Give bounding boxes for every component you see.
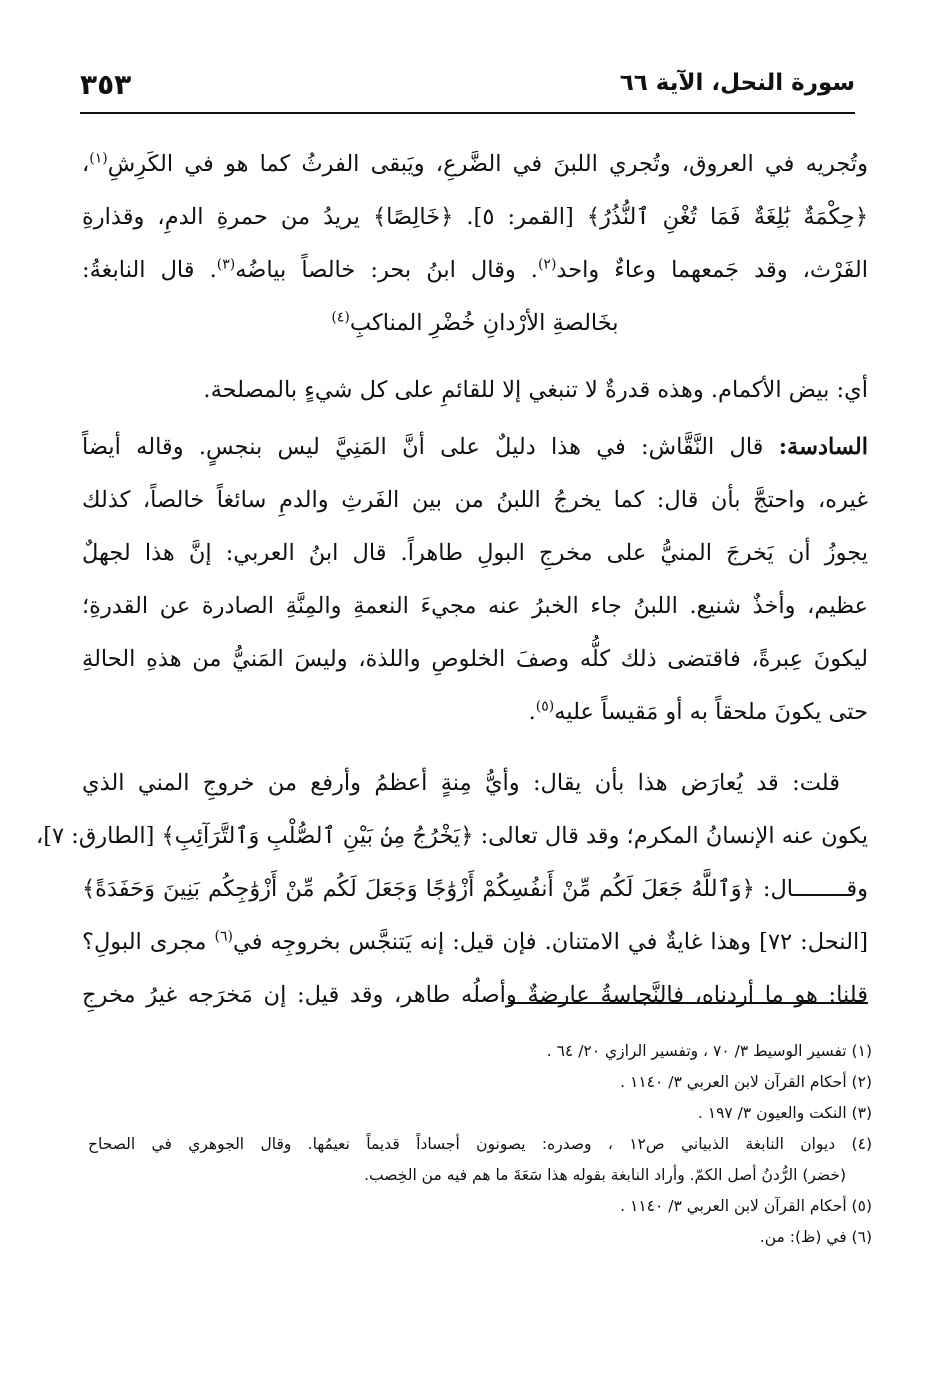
header-title: سورة النحل، الآية ٦٦ — [619, 70, 855, 96]
text-line-16: قلنا: هو ما أردناه، فالنَّجاسةُ عارضةٌ وأصلُه طاهر، وقد قيل: إن مَخرَجه غيرُ مخرجِ — [82, 982, 868, 1008]
text-line-11 — [82, 686, 868, 739]
footnote-ref-2[interactable]: (٢) — [537, 256, 557, 273]
footnote-2: (٢) أحكام القرآن لابن العربي ٣/ ١١٤٠ . — [620, 1073, 872, 1091]
poetry-verse — [82, 297, 868, 350]
footnote-5: (٥) أحكام القرآن لابن العربي ٣/ ١١٤٠ . — [620, 1197, 872, 1215]
text-segment: . وقال ابنُ بحر: خالصاً بياضُه — [235, 257, 538, 283]
text-line-9: عظيم، وأخذٌ شنيع. اللبنُ جاء الخبرُ عنه مجيءَ النعمةِ والمِنَّةِ الصادرة عن القدرةِ؛ — [82, 593, 868, 619]
footnote-3: (٣) النكت والعيون ٣/ ١٩٧ . — [697, 1104, 872, 1122]
section-label: السادسة: — [778, 434, 868, 460]
footnote-ref-3[interactable]: (٣) — [216, 256, 236, 273]
footnote-separator — [508, 1002, 868, 1004]
page-number: ٣٥٣ — [80, 68, 132, 101]
footnote-4-continued: (خضر) الرُّدنُ أصل الكمّ. وأراد النابغة بقوله هذا سَعَةَ ما هم فيه من الخِصب. — [364, 1166, 846, 1184]
paragraph-gap — [82, 739, 868, 757]
text-line-8: يجوزُ أن يَخرجَ المنيُّ على مخرجِ البولِ طاهراً. قال ابنُ العربي: إنَّ هذا لجهلٌ — [82, 540, 868, 566]
text-segment: ، — [82, 151, 90, 177]
verse-text: بخَالصةِ الأرْدانِ خُضْرِ المناكبِ — [349, 310, 619, 336]
footnote-ref-4[interactable]: (٤) — [331, 309, 350, 326]
text-segment: وتُجريه في العروق، وتُجري اللبنَ في الضَّرعِ، ويَبقى الفرثُ كما هو في الكَرِشِ — [107, 151, 868, 177]
footnotes — [88, 1036, 872, 1253]
footnote-ref-1[interactable]: (١) — [89, 150, 108, 167]
text-line-6 — [82, 421, 868, 474]
text-segment: . قال النابغةُ: — [82, 257, 217, 283]
text-segment: الفَرْث، وقد جَمعهما وعاءٌ واحد — [556, 257, 868, 283]
text-segment: مجرى البولِ؟ — [82, 929, 215, 955]
text-line-12: قلت: قد يُعارَض هذا بأن يقال: وأيُّ مِنةٍ أعظمُ وأرفع من خروجِ المني الذي — [82, 770, 840, 796]
paragraph-gap — [82, 350, 868, 364]
main-text — [35, 138, 868, 1022]
text-line-10: ليكونَ عِبرةً، فاقتضى ذلك كلُّه وصفَ الخلوصِ واللذة، وليسَ المَنيُّ من هذهِ الحالةِ — [82, 646, 868, 672]
running-header — [80, 60, 855, 114]
text-line-1 — [82, 138, 868, 191]
text-segment: [النحل: ٧٢] وهذا غايةٌ في الامتنان. فإن قيل: إنه يَتنجَّس بخروجِه في — [232, 929, 868, 955]
text-line-13: يكون عنه الإنسانُ المكرم؛ وقد قال تعالى: ﴿يَخْرُجُ مِنۢ بَيْنِ ٱلصُّلْبِ وَٱلتَّرَآئِبِ﴾ [الطارق: ٧]، — [35, 823, 868, 849]
text-line-7: غيره، واحتجَّ بأن قال: كما يخرجُ اللبنُ من بين الفَرثِ والدمِ سائغاً خالصاً، كذلك — [82, 487, 868, 513]
text-segment: . — [528, 699, 536, 725]
footnote-4: (٤) ديوان النابغة الذبياني ص١٢ ، وصدره: يصونون أجساداً قديماً نعيمُها. وقال الجوهري في الصحاح — [88, 1135, 872, 1153]
footnote-1: (١) تفسير الوسيط ٣/ ٧٠ ، وتفسير الرازي ٢٠/ ٦٤ . — [546, 1042, 872, 1060]
footnote-ref-6[interactable]: (٦) — [214, 928, 233, 945]
text-line-14: وقــــــــال: ﴿وَٱللَّهُ جَعَلَ لَكُم مِّنْ أَنفُسِكُمْ أَزْوَٰجًا وَجَعَلَ لَكُم مِّنْ أَزْوَٰجِكُم بَنِينَ وَحَفَدَةً﴾ — [82, 876, 868, 902]
text-line-3 — [82, 244, 868, 297]
text-segment: قال النَّقَّاش: في هذا دليلٌ على أنَّ المَنِيَّ ليس بنجسٍ. وقاله أيضاً — [82, 434, 779, 460]
text-line-2: ﴿حِكْمَةٌ بَٰلِغَةٌ فَمَا تُغْنِ ٱلنُّذُرُ﴾ [القمر: ٥]. ﴿خَالِصًا﴾ يريدُ من حمرةِ الدمِ، وقذارةِ — [82, 204, 868, 230]
text-line-5: أي: بيض الأكمام. وهذه قدرةٌ لا تنبغي إلا للقائمِ على كل شيءٍ بالمصلحة. — [203, 377, 868, 403]
footnote-ref-5[interactable]: (٥) — [535, 698, 555, 715]
text-segment: حتى يكونَ ملحقاً به أو مَقيساً عليه — [554, 699, 868, 725]
text-line-15 — [82, 916, 868, 969]
footnote-6: (٦) في (ظ): من. — [759, 1228, 872, 1246]
